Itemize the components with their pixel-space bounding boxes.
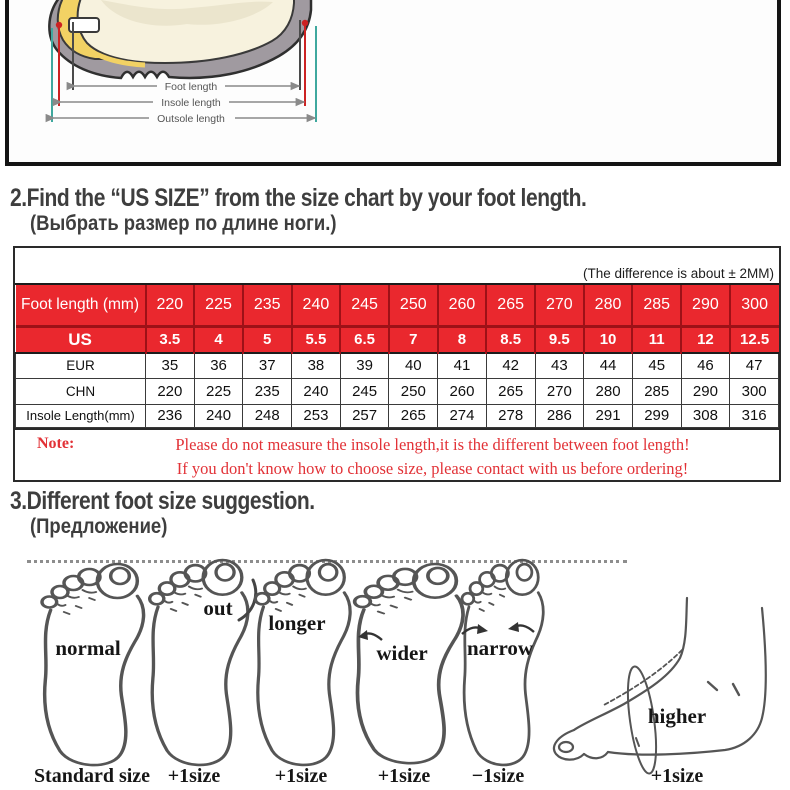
cell: 47: [730, 353, 779, 378]
foot-label-normal: normal: [55, 636, 121, 660]
cell: 274: [438, 404, 487, 427]
cell: 5.5: [292, 326, 341, 353]
row-label: Insole Length(mm): [16, 404, 146, 427]
cell: 248: [243, 404, 292, 427]
cell: 285: [632, 378, 681, 404]
table-row-us: [16, 326, 779, 353]
size-table: [13, 246, 781, 482]
note-line-2: If you don't know how to choose size, please contact with us before ordering!: [176, 458, 689, 478]
cell: 265: [389, 404, 438, 427]
cell: 290: [681, 285, 730, 326]
cell: 220: [146, 378, 195, 404]
section2-heading: 2.Find the “US SIZE” from the size chart by your foot length.: [10, 184, 587, 212]
foot-label-longer: longer: [268, 611, 326, 635]
table-row-chn: [16, 378, 779, 404]
cell: 245: [340, 285, 389, 326]
insole-right-dot: [302, 20, 308, 26]
cell: 12: [681, 326, 730, 353]
cell: 4: [194, 326, 243, 353]
cell: 12.5: [730, 326, 779, 353]
cell: 250: [389, 285, 438, 326]
cell: 300: [730, 378, 779, 404]
cell: 10: [584, 326, 633, 353]
foot-length-label: Foot length: [164, 81, 218, 93]
cell: 286: [535, 404, 584, 427]
foot-wider: [344, 562, 472, 772]
cell: 316: [730, 404, 779, 427]
cell: 46: [681, 353, 730, 378]
cell: 260: [438, 378, 487, 404]
cell: 270: [535, 378, 584, 404]
cell: 253: [292, 404, 341, 427]
size-label-out: +1size: [167, 765, 221, 787]
cell: 308: [681, 404, 730, 427]
cell: 280: [584, 285, 633, 326]
cell: 257: [340, 404, 389, 427]
table-row-eur: [16, 353, 779, 378]
note-line-1: Please do not measure the insole length,it is the different between foot length!: [175, 434, 690, 454]
foot-label-higher: higher: [647, 704, 707, 728]
cell: 240: [292, 285, 341, 326]
size-label-narrow: −1size: [471, 765, 525, 787]
cell: 9.5: [535, 326, 584, 353]
cell: 45: [632, 353, 681, 378]
section3-subheading-ru: (Предложение): [30, 515, 168, 538]
size-label-standard: Standard size: [33, 765, 151, 787]
foot-longer: [246, 558, 358, 774]
cell: 291: [584, 404, 633, 427]
cell: 240: [194, 404, 243, 427]
cell: 265: [486, 285, 535, 326]
cell: 3.5: [146, 326, 195, 353]
row-label: Foot length (mm): [16, 285, 146, 326]
cell: 5: [243, 326, 292, 353]
insole-length-label: Insole length: [161, 97, 221, 109]
cell: 270: [535, 285, 584, 326]
cell: 8: [438, 326, 487, 353]
cell: 37: [243, 353, 292, 378]
foot-normal: [32, 562, 152, 774]
row-label: CHN: [16, 378, 146, 404]
note-label: Note:: [37, 434, 75, 452]
cell: 11: [632, 326, 681, 353]
cell: 42: [486, 353, 535, 378]
cell: 38: [292, 353, 341, 378]
shoe-cross-section-diagram: [23, 0, 333, 166]
difference-note: (The difference is about ± 2MM): [15, 248, 779, 285]
section3-heading: 3.Different foot size suggestion.: [10, 487, 315, 515]
cell: 235: [243, 285, 292, 326]
note-text: [90, 433, 775, 481]
row-label: EUR: [16, 353, 146, 378]
cell: 39: [340, 353, 389, 378]
cell: 236: [146, 404, 195, 427]
cell: 41: [438, 353, 487, 378]
cell: 6.5: [340, 326, 389, 353]
row-label: US: [16, 326, 146, 353]
cell: 35: [146, 353, 195, 378]
narrow-arrow-right: [506, 620, 536, 636]
section2-subheading-ru: (Выбрать размер по длине ноги.): [30, 212, 337, 235]
table-row-foot-length: [16, 285, 779, 326]
insole-left-dot: [56, 22, 62, 28]
table-row-insole: [16, 404, 779, 427]
foot-label-out: out: [203, 596, 233, 620]
cell: 280: [584, 378, 633, 404]
cell: 285: [632, 285, 681, 326]
cell: 300: [730, 285, 779, 326]
size-label-longer: +1size: [274, 765, 328, 787]
cell: 290: [681, 378, 730, 404]
shoe-measurement-panel: [5, 0, 781, 166]
cell: 299: [632, 404, 681, 427]
cell: 265: [486, 378, 535, 404]
outsole-length-label: Outsole length: [157, 113, 225, 125]
cell: 250: [389, 378, 438, 404]
foot-label-narrow: narrow: [466, 636, 534, 660]
cell: 225: [194, 378, 243, 404]
cell: 8.5: [486, 326, 535, 353]
cell: 43: [535, 353, 584, 378]
note-box: [15, 428, 779, 480]
cell: 245: [340, 378, 389, 404]
cell: 225: [194, 285, 243, 326]
cell: 40: [389, 353, 438, 378]
foot-label-wider: wider: [376, 641, 428, 665]
foot-higher: [540, 580, 780, 780]
cell: 235: [243, 378, 292, 404]
cell: 44: [584, 353, 633, 378]
foot-narrow: [454, 558, 550, 774]
size-label-higher: +1size: [650, 765, 704, 787]
cell: 240: [292, 378, 341, 404]
cell: 278: [486, 404, 535, 427]
cell: 36: [194, 353, 243, 378]
size-label-wider: +1size: [377, 765, 431, 787]
cell: 220: [146, 285, 195, 326]
cell: 260: [438, 285, 487, 326]
cell: 7: [389, 326, 438, 353]
